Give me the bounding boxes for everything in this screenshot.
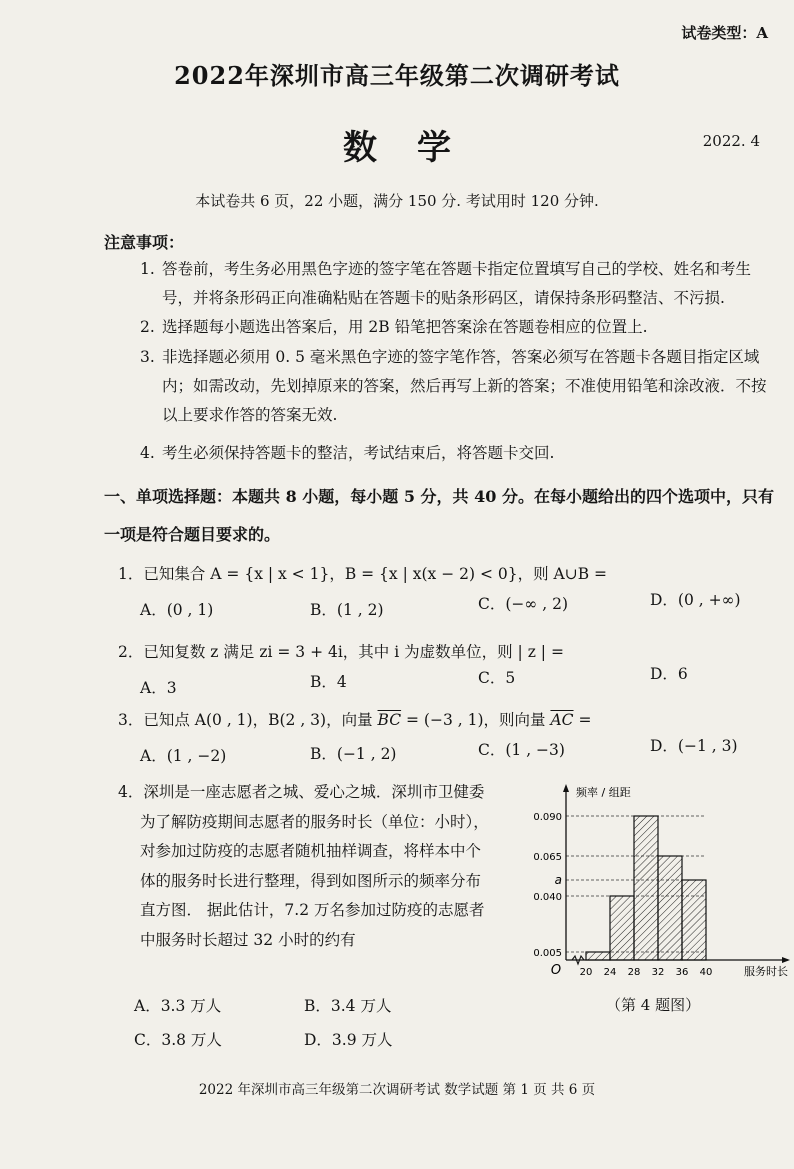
note-item: [140, 255, 770, 313]
question-text: 已知集合 A = {x | x < 1}，: [143, 565, 345, 583]
note-text: 选择题每小题选出答案后，用 2B 铅笔把答案涂在答题卷相应的位置上.: [162, 318, 648, 336]
y-axis-arrow: [563, 784, 569, 792]
histogram-bar: [682, 880, 706, 960]
x-axis-arrow: [782, 957, 790, 963]
question-line: 对参加过防疫的志愿者随机抽样调查，将样本中个: [140, 842, 482, 860]
exam-intro: 本试卷共 6 页，22 小题，满分 150 分. 考试用时 120 分钟.: [195, 192, 599, 210]
histogram-chart: [520, 780, 794, 990]
x-tick-label: 36: [675, 967, 689, 978]
chart-caption: （第 4 题图）: [606, 996, 701, 1014]
origin-label: O: [550, 963, 562, 978]
option-b: B．(1 , 2): [310, 601, 384, 619]
option-d: D．3.9 万人: [304, 1031, 393, 1049]
option-a: A．(1 , −2): [140, 747, 227, 765]
page-footer: 2022 年深圳市高三年级第二次调研考试 数学试题 第 1 页 共 6 页: [198, 1082, 596, 1098]
x-tick-label: 32: [651, 967, 665, 978]
question-text: =: [578, 711, 592, 729]
question-number: 3．: [118, 711, 144, 729]
option-a: A．(0 , 1): [140, 601, 214, 619]
question-text: = (−3 , 1)，则向量: [406, 711, 546, 729]
question-line: [118, 778, 523, 808]
note-number: 3.: [140, 348, 155, 366]
option-c: C．(1 , −3): [478, 741, 565, 759]
note-text: 非选择题必须用 0. 5 毫米黑色字迹的签字笔作答，答案必须写在答题卡各题目指定区域内；如需改动，先划掉原来的答案，然后再写上新的答案；不准使用铅笔和涂改液．不按以上要求作答的答案无效.: [162, 348, 767, 424]
question-4-stem: [118, 778, 523, 955]
x-tick-label: 24: [603, 967, 617, 978]
x-tick-label: 20: [579, 967, 593, 978]
note-number: 2.: [140, 318, 155, 336]
option-c: C．(−∞ , 2): [478, 595, 568, 613]
subject-title: 数学: [343, 128, 491, 168]
question-1-stem: [118, 562, 607, 584]
histogram-bar: [586, 952, 610, 960]
question-text: 已知复数 z 满足 zi = 3 + 4i，其中 i 为虚数单位，则 | z | =: [143, 643, 564, 661]
histogram-bar: [658, 856, 682, 960]
vector-bc: $\overline{BC}$: [377, 711, 402, 729]
vector-ac: $\overline{AC}$: [550, 711, 574, 729]
option-c: C．3.8 万人: [134, 1031, 222, 1049]
y-tick-label: 0.005: [533, 948, 562, 959]
exam-title: 2022年深圳市高三年级第二次调研考试: [174, 61, 620, 90]
x-tick-label: 40: [699, 967, 713, 978]
option-d: D．(0 , +∞): [650, 591, 741, 609]
y-tick-label: a: [554, 873, 562, 887]
note-number: 1.: [140, 260, 155, 278]
question-line: 中服务时长超过 32 小时的约有: [140, 930, 356, 949]
note-item: [140, 343, 770, 430]
question-2-stem: [118, 640, 564, 662]
question-line: 直方图． 据此估计，7.2 万名参加过防疫的志愿者: [140, 901, 485, 919]
section-heading: 一、单项选择题：本题共 8 小题，每小题 5 分，共 40 分。在每小题给出的四个选项中，只有一项是符合题目要求的。: [104, 487, 774, 544]
y-tick-label: 0.065: [533, 852, 562, 863]
question-text: 深圳是一座志愿者之城、爱心之城．深圳市卫健委: [143, 783, 485, 801]
option-a: A．3: [140, 679, 177, 697]
question-text: 已知点 A(0 , 1)，B(2 , 3)，向量: [143, 711, 373, 729]
histogram-bar: [610, 896, 634, 960]
question-number: 4．: [118, 783, 144, 801]
question-line: 体的服务时长进行整理，得到如图所示的频率分布: [140, 871, 482, 890]
y-tick-label: 0.090: [533, 812, 562, 823]
question-number: 1．: [118, 565, 144, 583]
x-axis-label: 服务时长: [744, 965, 788, 978]
question-3-stem: [118, 708, 591, 730]
notes-title: 注意事项：: [104, 233, 185, 252]
y-axis-label: 频率 / 组距: [576, 786, 631, 799]
option-b: B．3.4 万人: [304, 997, 392, 1015]
note-item: [140, 439, 770, 468]
question-line: 为了解防疫期间志愿者的服务时长（单位：小时），: [140, 812, 489, 831]
note-text: 考生必须保持答题卡的整洁，考试结束后，将答题卡交回.: [162, 444, 555, 462]
paper-type-label: 试卷类型：A: [681, 24, 768, 42]
histogram-bar: [634, 816, 658, 960]
question-number: 2．: [118, 643, 144, 661]
x-tick-label: 28: [627, 967, 641, 978]
exam-date: 2022. 4: [702, 132, 760, 150]
note-text: 答卷前，考生务必用黑色字迹的签字笔在答题卡指定位置填写自己的学校、姓名和考生号，并将条形码正向准确粘贴在答题卡的贴条形码区，请保持条形码整洁、不污损.: [162, 260, 752, 307]
question-text: B = {x | x(x − 2) < 0}，则 A∪B =: [344, 565, 607, 583]
option-c: C．5: [478, 669, 516, 687]
option-d: D．(−1 , 3): [650, 737, 738, 755]
note-item: [140, 313, 770, 342]
y-tick-label: 0.040: [533, 892, 562, 903]
option-b: B．(−1 , 2): [310, 745, 397, 763]
option-b: B．4: [310, 673, 347, 691]
option-a: A．3.3 万人: [134, 997, 222, 1015]
note-number: 4.: [140, 444, 155, 462]
option-d: D．6: [650, 665, 688, 683]
